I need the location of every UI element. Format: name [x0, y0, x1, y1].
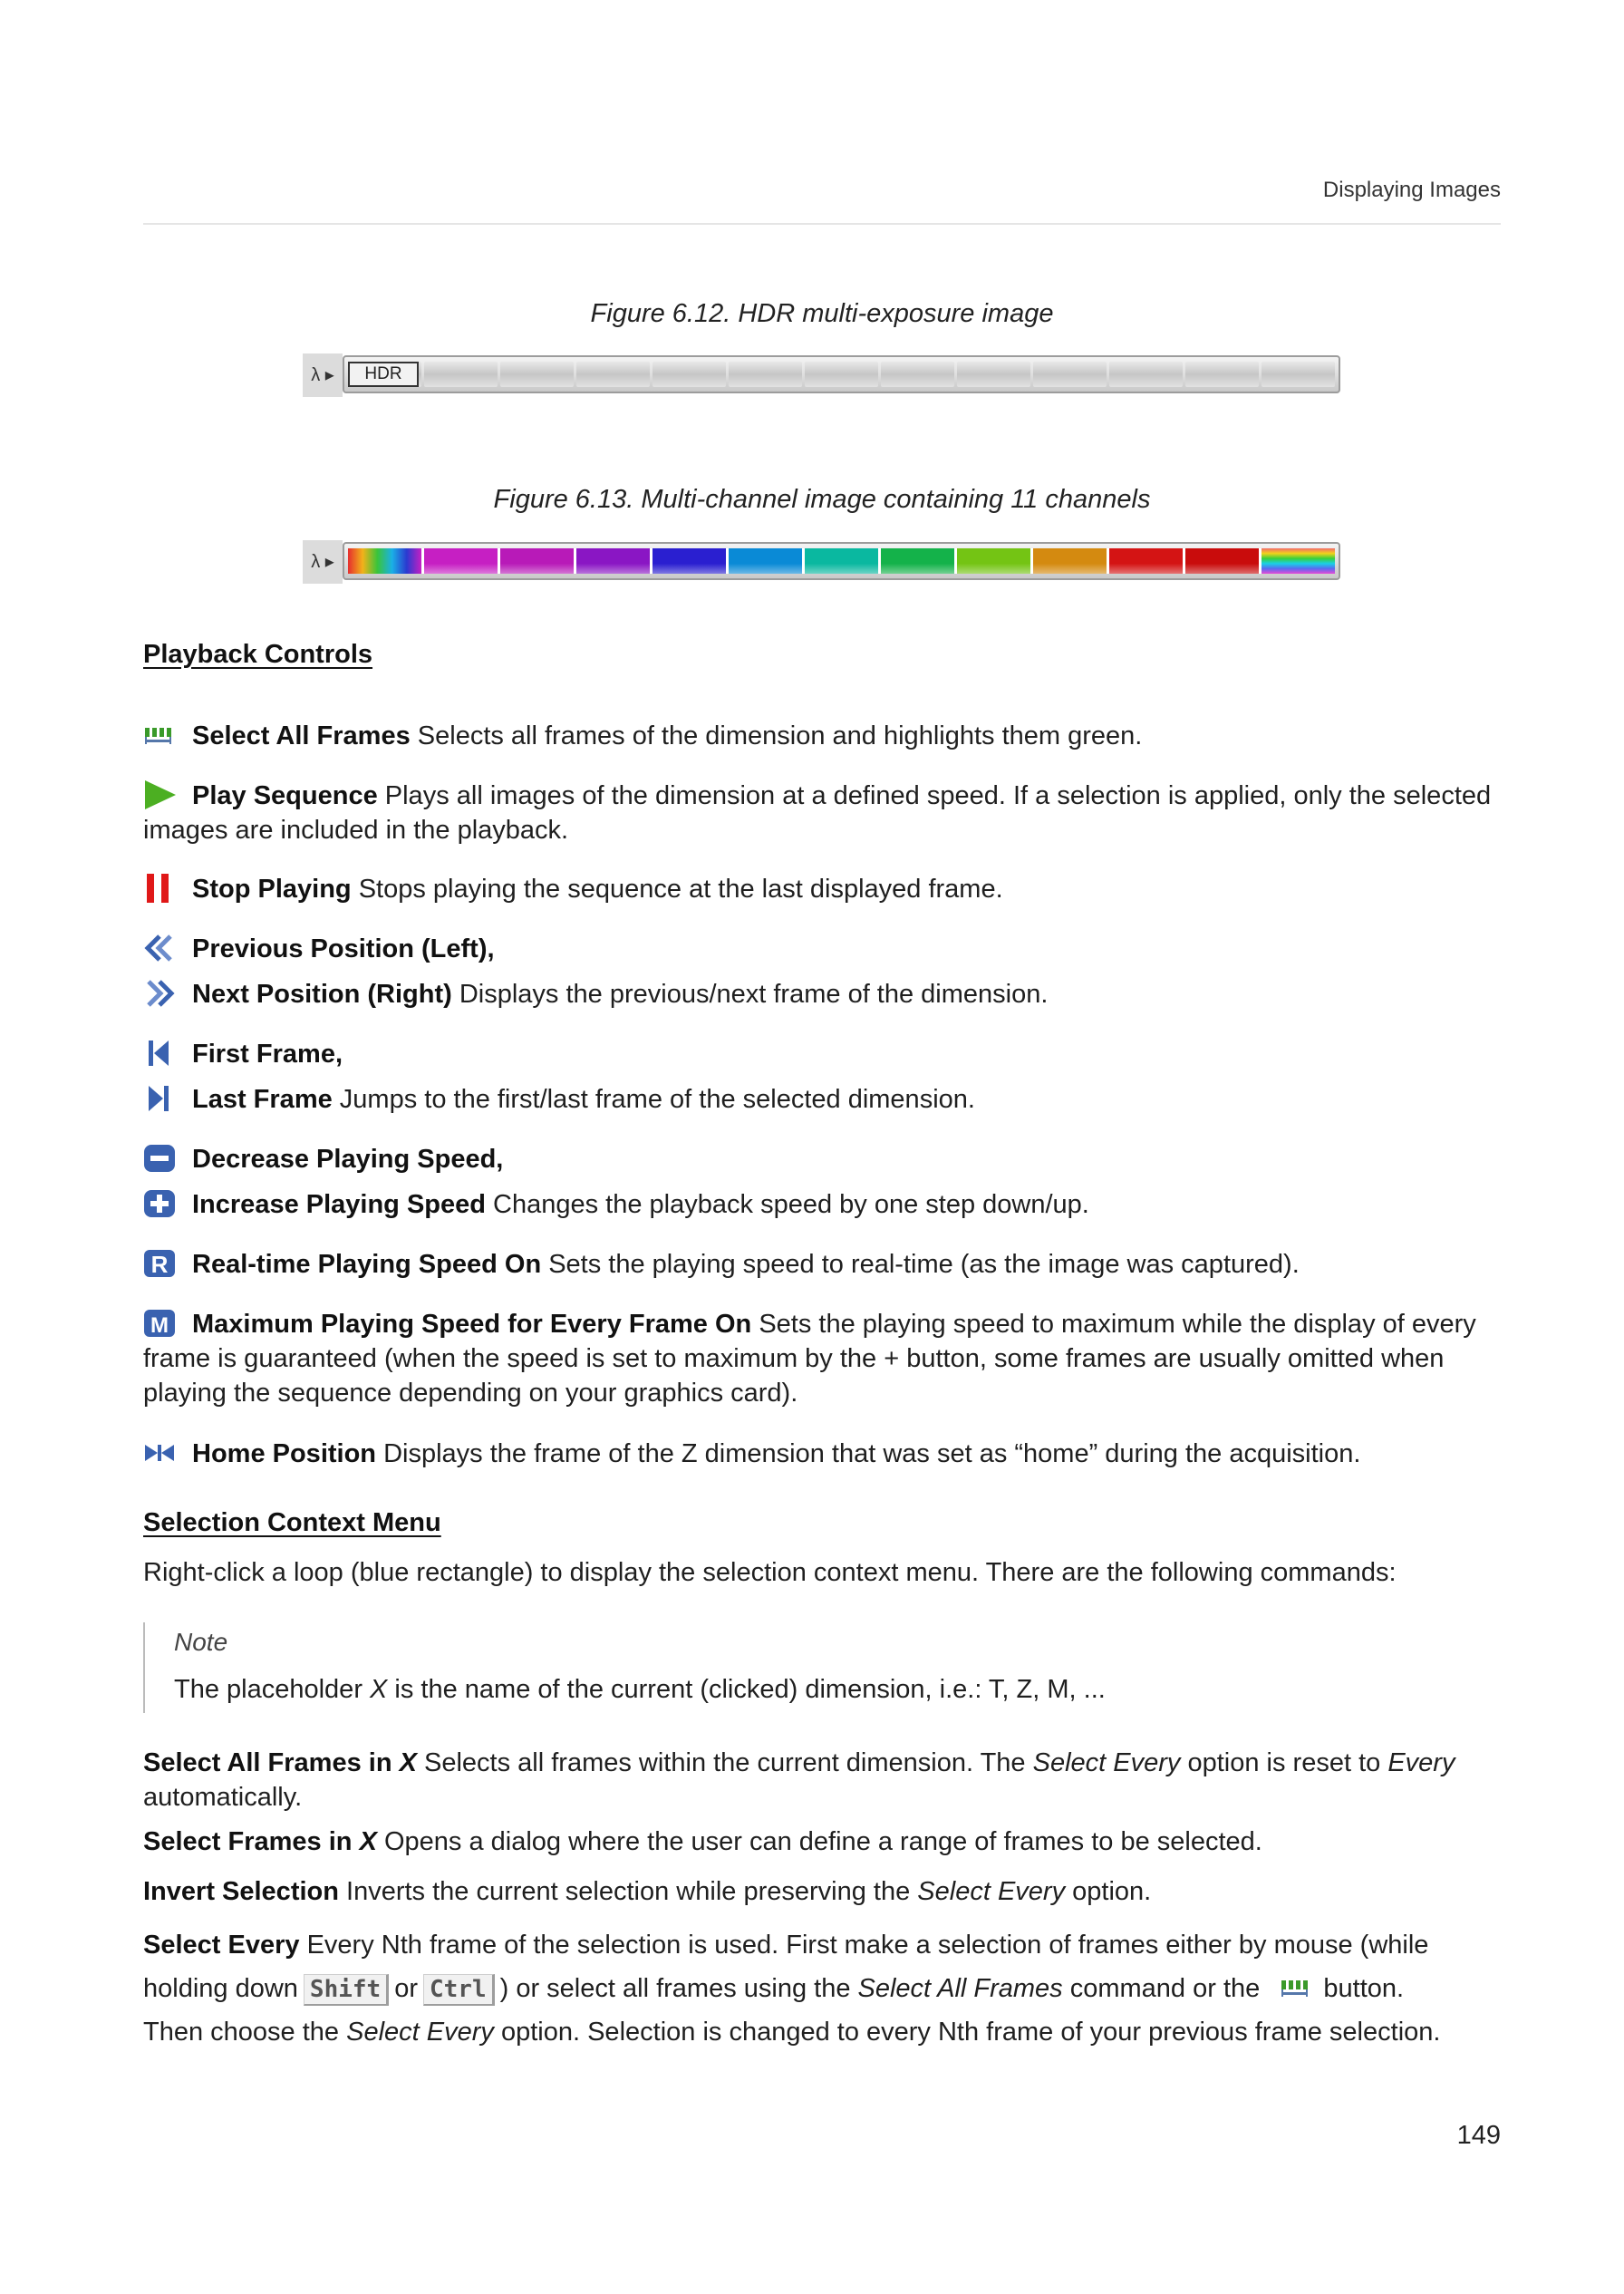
channel-cell[interactable] [500, 548, 574, 574]
last-frame-icon[interactable] [143, 1084, 176, 1113]
cmd-select-frames-in-x: Select Frames in X Opens a dialog where the user can define a range of frames to be selected. [143, 1827, 1262, 1856]
next-position-icon[interactable] [143, 979, 176, 1008]
stop-playing-item: Stop Playing Stops playing the sequence at the last displayed frame. [143, 872, 1501, 906]
stop-icon[interactable] [143, 874, 176, 903]
multichannel-track [343, 542, 1340, 580]
hdr-frame-cell[interactable] [652, 362, 726, 387]
hdr-frame-cell[interactable] [805, 362, 878, 387]
shift-key: Shift [304, 1974, 389, 2006]
hdr-frame-cell[interactable] [576, 362, 650, 387]
first-frame-icon[interactable] [143, 1039, 176, 1068]
hdr-frame-label: HDR [348, 362, 419, 387]
channel-cell[interactable] [348, 548, 421, 574]
hdr-frame-cell[interactable] [1109, 362, 1183, 387]
realtime-speed-icon[interactable] [143, 1249, 176, 1278]
multichannel-dimension-strip [303, 540, 1340, 584]
note-box [143, 1622, 1323, 1713]
hdr-frame-cell[interactable] [881, 362, 954, 387]
hdr-frame-cell[interactable] [1262, 362, 1335, 387]
note-label: Note [174, 1628, 228, 1656]
maximum-speed-item: M Maximum Playing Speed for Every Frame On Sets the playing speed to maximum while the display of every frame is guaranteed (when the speed is set to maximum by the + button, some frames are usually omitted when playing the sequence depending on your graphics card). [143, 1310, 1476, 1408]
selection-intro: Right-click a loop (blue rectangle) to display the selection context menu. There are the following commands: [143, 1558, 1397, 1587]
channel-cell[interactable] [652, 548, 726, 574]
channel-cell[interactable] [729, 548, 802, 574]
select-all-frames-item: Select All Frames Selects all frames of the dimension and highlights them green. [143, 719, 1501, 753]
lambda-dimension-label: λ ▸ [303, 540, 343, 584]
cmd-select-every: Select Every Every Nth frame of the selection is used. First make a selection of frames either by mouse (while holding down Shift or Ctrl ) or select all frames using the Select All Frames command or the button. Then choose the Select Every option. Selection is changed to every Nth frame of your previous frame selection. [143, 1931, 1441, 2047]
last-frame-item: Last Frame Jumps to the first/last frame of the selected dimension. [143, 1082, 1501, 1117]
select-all-frames-icon[interactable] [143, 721, 176, 750]
previous-position-item: Previous Position (Left), [143, 932, 1501, 966]
figure-caption-hdr: Figure 6.12. HDR multi-exposure image [590, 299, 1054, 328]
home-position-icon[interactable] [143, 1438, 176, 1467]
note-text: The placeholder X is the name of the current (clicked) dimension, i.e.: T, Z, M, ... [174, 1675, 1106, 1704]
hdr-frame-cell[interactable] [729, 362, 802, 387]
ctrl-key: Ctrl [423, 1974, 495, 2006]
playback-controls-heading: Playback Controls [143, 640, 373, 669]
hdr-frame-cell[interactable] [1185, 362, 1259, 387]
hdr-dimension-strip [303, 353, 1340, 397]
next-position-item: Next Position (Right) Displays the previous/next frame of the dimension. [143, 977, 1501, 1011]
previous-position-icon[interactable] [143, 934, 176, 963]
maximum-speed-icon[interactable] [143, 1309, 176, 1338]
channel-cell[interactable] [957, 548, 1030, 574]
first-frame-item: First Frame, [143, 1037, 1501, 1071]
cmd-select-all-frames-in-x: Select All Frames in X Selects all frames within the current dimension. The Select Every option is reset to Every automatically. [143, 1748, 1455, 1812]
channel-cell[interactable] [881, 548, 954, 574]
channel-cell[interactable] [1109, 548, 1183, 574]
hdr-frame-cell[interactable] [424, 362, 498, 387]
decrease-speed-icon[interactable] [143, 1144, 176, 1173]
play-sequence-item: Play Sequence Plays all images of the dimension at a defined speed. If a selection is applied, only the selected images are included in the playback. [143, 781, 1492, 845]
increase-speed-icon[interactable] [143, 1189, 176, 1218]
channel-cell[interactable] [1262, 548, 1335, 574]
hdr-frame-cell[interactable] [957, 362, 1030, 387]
channel-cell[interactable] [1185, 548, 1259, 574]
home-position-item: Home Position Displays the frame of the Z dimension that was set as “home” during the acquisition. [143, 1437, 1501, 1471]
realtime-speed-item: R Real-time Playing Speed On Sets the playing speed to real-time (as the image was captured). [143, 1247, 1501, 1282]
channel-cell[interactable] [576, 548, 650, 574]
decrease-speed-item: Decrease Playing Speed, [143, 1142, 1501, 1176]
channel-cell[interactable] [424, 548, 498, 574]
hdr-frame-cells [348, 362, 1335, 387]
svg-text:R: R [150, 1251, 169, 1278]
hdr-track [343, 355, 1340, 393]
figure-caption-multichannel: Figure 6.13. Multi-channel image containing 11 channels [493, 485, 1151, 514]
header-rule [143, 223, 1501, 225]
lambda-dimension-label: λ ▸ [303, 353, 343, 397]
running-header: Displaying Images [1322, 178, 1501, 202]
play-icon[interactable] [143, 780, 176, 809]
select-all-frames-icon[interactable] [1280, 1973, 1312, 2002]
page-number: 149 [1456, 2121, 1501, 2150]
increase-speed-item: Increase Playing Speed Changes the playback speed by one step down/up. [143, 1187, 1501, 1222]
hdr-frame-cell[interactable] [1033, 362, 1107, 387]
channel-cell[interactable] [805, 548, 878, 574]
cmd-invert-selection: Invert Selection Inverts the current selection while preserving the Select Every option. [143, 1877, 1152, 1906]
channel-cell[interactable] [1033, 548, 1107, 574]
channel-cells [348, 548, 1335, 574]
svg-text:M: M [150, 1313, 169, 1338]
selection-context-menu-heading: Selection Context Menu [143, 1508, 441, 1537]
hdr-frame-cell[interactable] [500, 362, 574, 387]
